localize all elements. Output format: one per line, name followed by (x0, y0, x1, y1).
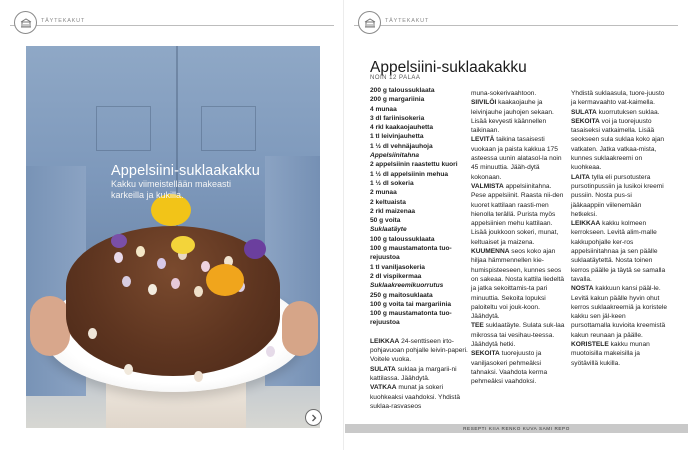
candy-egg (171, 278, 180, 289)
ingredient-section-heading: Suklaatäyte (370, 226, 407, 234)
candy-egg (148, 284, 157, 295)
ingredient-item: 100 g voita tai margariinia (370, 300, 451, 308)
step-text: taikina tasaisesti vuokaan ja paista kakkua 175 asteessa uunin alatasol-la noin 45 minuuttia. Jääh-dytä kokonaan. (471, 136, 562, 181)
instruction-step (571, 89, 667, 108)
step-keyword: SIIVILÖI (471, 99, 497, 107)
step-text: kaakaojauhe ja leivinjauhe jauhojen sekaan. Lisää kevyesti käännellen taikinaan. (471, 99, 554, 135)
magazine-logo-icon (14, 11, 37, 34)
step-text: kakkuun kansi pääl-le. Levitä kakun päälle hyvin ohut kerros suklaakreemiä ja koristele kakku sen jäl-keen pursottamalla kuvioita kreemistä kakun reunaan ja päälle. (571, 285, 668, 339)
candy-egg (122, 276, 131, 287)
step-text: Yhdistä suklaasula, tuore-juusto ja kermavaahto vat-kaimella. (571, 90, 665, 107)
step-text: kuorrutuksen suklaa. (596, 108, 660, 116)
ingredient-item: 4 munaa (370, 105, 397, 113)
candy-egg (194, 371, 203, 382)
ingredient-item: 50 g voita (370, 217, 401, 225)
ingredient-item: 100 g maustamatonta tuo- (370, 310, 452, 318)
ingredient-item: 200 g taloussuklaata (370, 87, 435, 94)
ingredient-section-heading: Suklaakreemikuorrutus (370, 282, 444, 290)
chevron-right-icon (310, 414, 318, 422)
section-label: TÄYTEKAKUT (385, 18, 430, 24)
candy-egg (124, 364, 133, 375)
photo-pocket (201, 106, 256, 151)
ingredient-item: 2 keltuaista (370, 198, 406, 206)
step-keyword: LAITA (571, 173, 590, 181)
ingredient-item: 250 g maitosuklaata (370, 291, 433, 299)
ingredient-section-heading: Appelsiinitahna (370, 152, 420, 160)
step-text: kakku kolmeen kerrokseen. Levitä alim-malle kakkupohjalle ker-ros appelsiinitahnaa ja sen päälle suklaatäytettä. Nosta toinen kerros päälle ja täytä se samalla tavalla. (571, 220, 666, 283)
instruction-step (571, 117, 667, 173)
ingredient-item: 1 tl leivinjauhetta (370, 133, 424, 141)
ingredient-item: 2 rkl maizenaa (370, 207, 416, 215)
step-text: voi ja tuorejuusto tasaiseksi vatkaimella. Lisää seokseen sula suklaa koko ajan vatkaten. Jatka vatkaa-mista, kunnes suklaakreemi on kuohkeaa. (571, 117, 665, 172)
instruction-step (471, 98, 565, 135)
instruction-step (571, 108, 667, 117)
footer-credit: RESEPTI KIIA RENKO KUVA SAMI REPO (463, 425, 570, 431)
instruction-step (471, 135, 565, 181)
step-text: kakku munan muotoisilla makeisilla ja syötävillä kukilla. (571, 341, 650, 367)
photo-pocket (96, 106, 151, 151)
ingredient-item: 200 g margariinia (370, 96, 425, 104)
candy-egg (194, 286, 203, 297)
candy-egg (114, 252, 123, 263)
instruction-step (571, 219, 667, 284)
ingredient-item: 1 ½ dl appelsiinin mehua (370, 170, 449, 178)
cake-photo (26, 46, 320, 428)
step-keyword: KUUMENNA (471, 248, 510, 256)
ingredient-list (370, 86, 468, 328)
ingredient-item: 2 munaa (370, 189, 397, 197)
step-keyword: TEE (471, 322, 484, 330)
instruction-step (471, 89, 565, 98)
section-label: TÄYTEKAKUT (41, 18, 86, 24)
ingredient-item: rejuustoa (370, 254, 400, 262)
instruction-step (471, 349, 565, 386)
step-text: munat ja sokeri kuohkeaksi vaahdoksi. Yhdistä suklaa-rasvaseos (370, 384, 461, 410)
step-keyword: SEKOITA (471, 350, 500, 358)
instruction-steps (370, 337, 468, 411)
recipe-servings: NOIN 12 PALAA (370, 75, 421, 81)
yellow-flower (171, 236, 195, 254)
ingredient-item: 2 appelsiinin raastettu kuori (370, 161, 458, 169)
ingredient-item: 1 ½ dl sokeria (370, 179, 414, 187)
step-text: suklaatäyte. Sulata suk-laa mikrossa tai vesihau-teessa. Jäähdytä hetki. (471, 322, 565, 349)
magazine-logo-icon (358, 11, 381, 34)
step-text: tylla eli pursotustera pursotinpussiin ja lusikoi kreemi pussiin. Nosta pus-si jääkaappiin viilenemään hetkeksi. (571, 173, 664, 218)
step-text: muna-sokerivaahtoon. (471, 90, 537, 97)
ingredient-item: 1 ½ dl vehnäjauhoja (370, 142, 433, 150)
candy-egg (266, 346, 275, 357)
instruction-step (571, 340, 667, 368)
instruction-step (571, 173, 667, 219)
step-keyword: NOSTA (571, 285, 594, 293)
ingredient-item: rejuustoa (370, 319, 400, 327)
instruction-step (471, 321, 565, 349)
photo-hand-left (30, 296, 70, 356)
header-rule (354, 25, 678, 26)
recipe-title: Appelsiini-suklaakakku (370, 59, 527, 76)
photo-hand-right (282, 301, 318, 356)
step-keyword: LEIKKAA (571, 220, 601, 228)
step-keyword: KORISTELE (571, 341, 609, 349)
ingredient-item: 3 dl fariinisokeria (370, 114, 425, 122)
ingredient-item: 100 g taloussuklaata (370, 235, 435, 243)
orange-flower (206, 264, 244, 296)
step-text: seos koko ajan hiljaa hämmennellen kie-humispisteeseen, kunnes seos on sakeaa. Nosta kattila liedeltä ja jatka sekoittamis-ta pari minuuttia. Sekoita lopuksi paloiteltu voi jouk-koon. Jäähdytä. (471, 248, 565, 321)
step-keyword: LEIKKAA (370, 337, 400, 345)
step-text: 24-senttiseen irto-pohjavuoan pohjalle leivin-paperi. Voitele vuoka. (370, 337, 468, 364)
ingredient-item: 100 g maustamatonta tuo- (370, 245, 452, 253)
step-keyword: SULATA (370, 365, 396, 373)
step-keyword: SEKOITA (571, 117, 600, 125)
recipe-column-1 (370, 86, 468, 411)
next-page-button[interactable] (305, 409, 322, 426)
step-keyword: VALMISTA (471, 182, 504, 190)
instruction-step (370, 383, 468, 411)
purple-flower (111, 234, 127, 248)
recipe-column-2 (471, 89, 565, 387)
ingredient-item: 2 dl vispikermaa (370, 272, 422, 280)
instruction-step (370, 337, 468, 365)
instruction-step (370, 365, 468, 384)
footer-credit-bar (345, 424, 688, 433)
step-keyword: SULATA (571, 108, 597, 116)
candy-egg (157, 258, 166, 269)
step-text: tuorejuusto ja vaniljasokeri pehmeäksi tahnaksi. Vaahdota kerma pehmeäksi vaahdoksi. (471, 350, 548, 386)
step-keyword: VATKAA (370, 384, 397, 392)
recipe-column-3 (571, 89, 667, 368)
step-text: appelsiinitahna. Pese appelsiinit. Raasta nii-den kuoret kattilaan raasti-men hienolla terällä. Purista myös appelsiinien mehu kattilaan. Lisää joukkoon sokeri, munat, keltuaiset ja maizena. (471, 182, 564, 246)
instruction-step (571, 284, 667, 340)
step-keyword: LEVITÄ (471, 136, 495, 144)
purple-flower (244, 239, 266, 259)
ingredient-item: 1 tl vaniljasokeria (370, 263, 425, 271)
candy-egg (136, 246, 145, 257)
instruction-step (471, 182, 565, 247)
photo-title: Appelsiini-suklaakakku (111, 163, 260, 179)
instruction-step (471, 247, 565, 321)
ingredient-item: 4 rkl kaakaojauhetta (370, 124, 434, 132)
step-text: suklaa ja margarii-ni kattilassa. Jäähdytä. (370, 365, 457, 382)
candy-egg (88, 328, 97, 339)
header-rule (10, 25, 334, 26)
photo-subtitle: Kakku viimeistellään makeasti karkeilla ja kukilla. (111, 179, 232, 200)
